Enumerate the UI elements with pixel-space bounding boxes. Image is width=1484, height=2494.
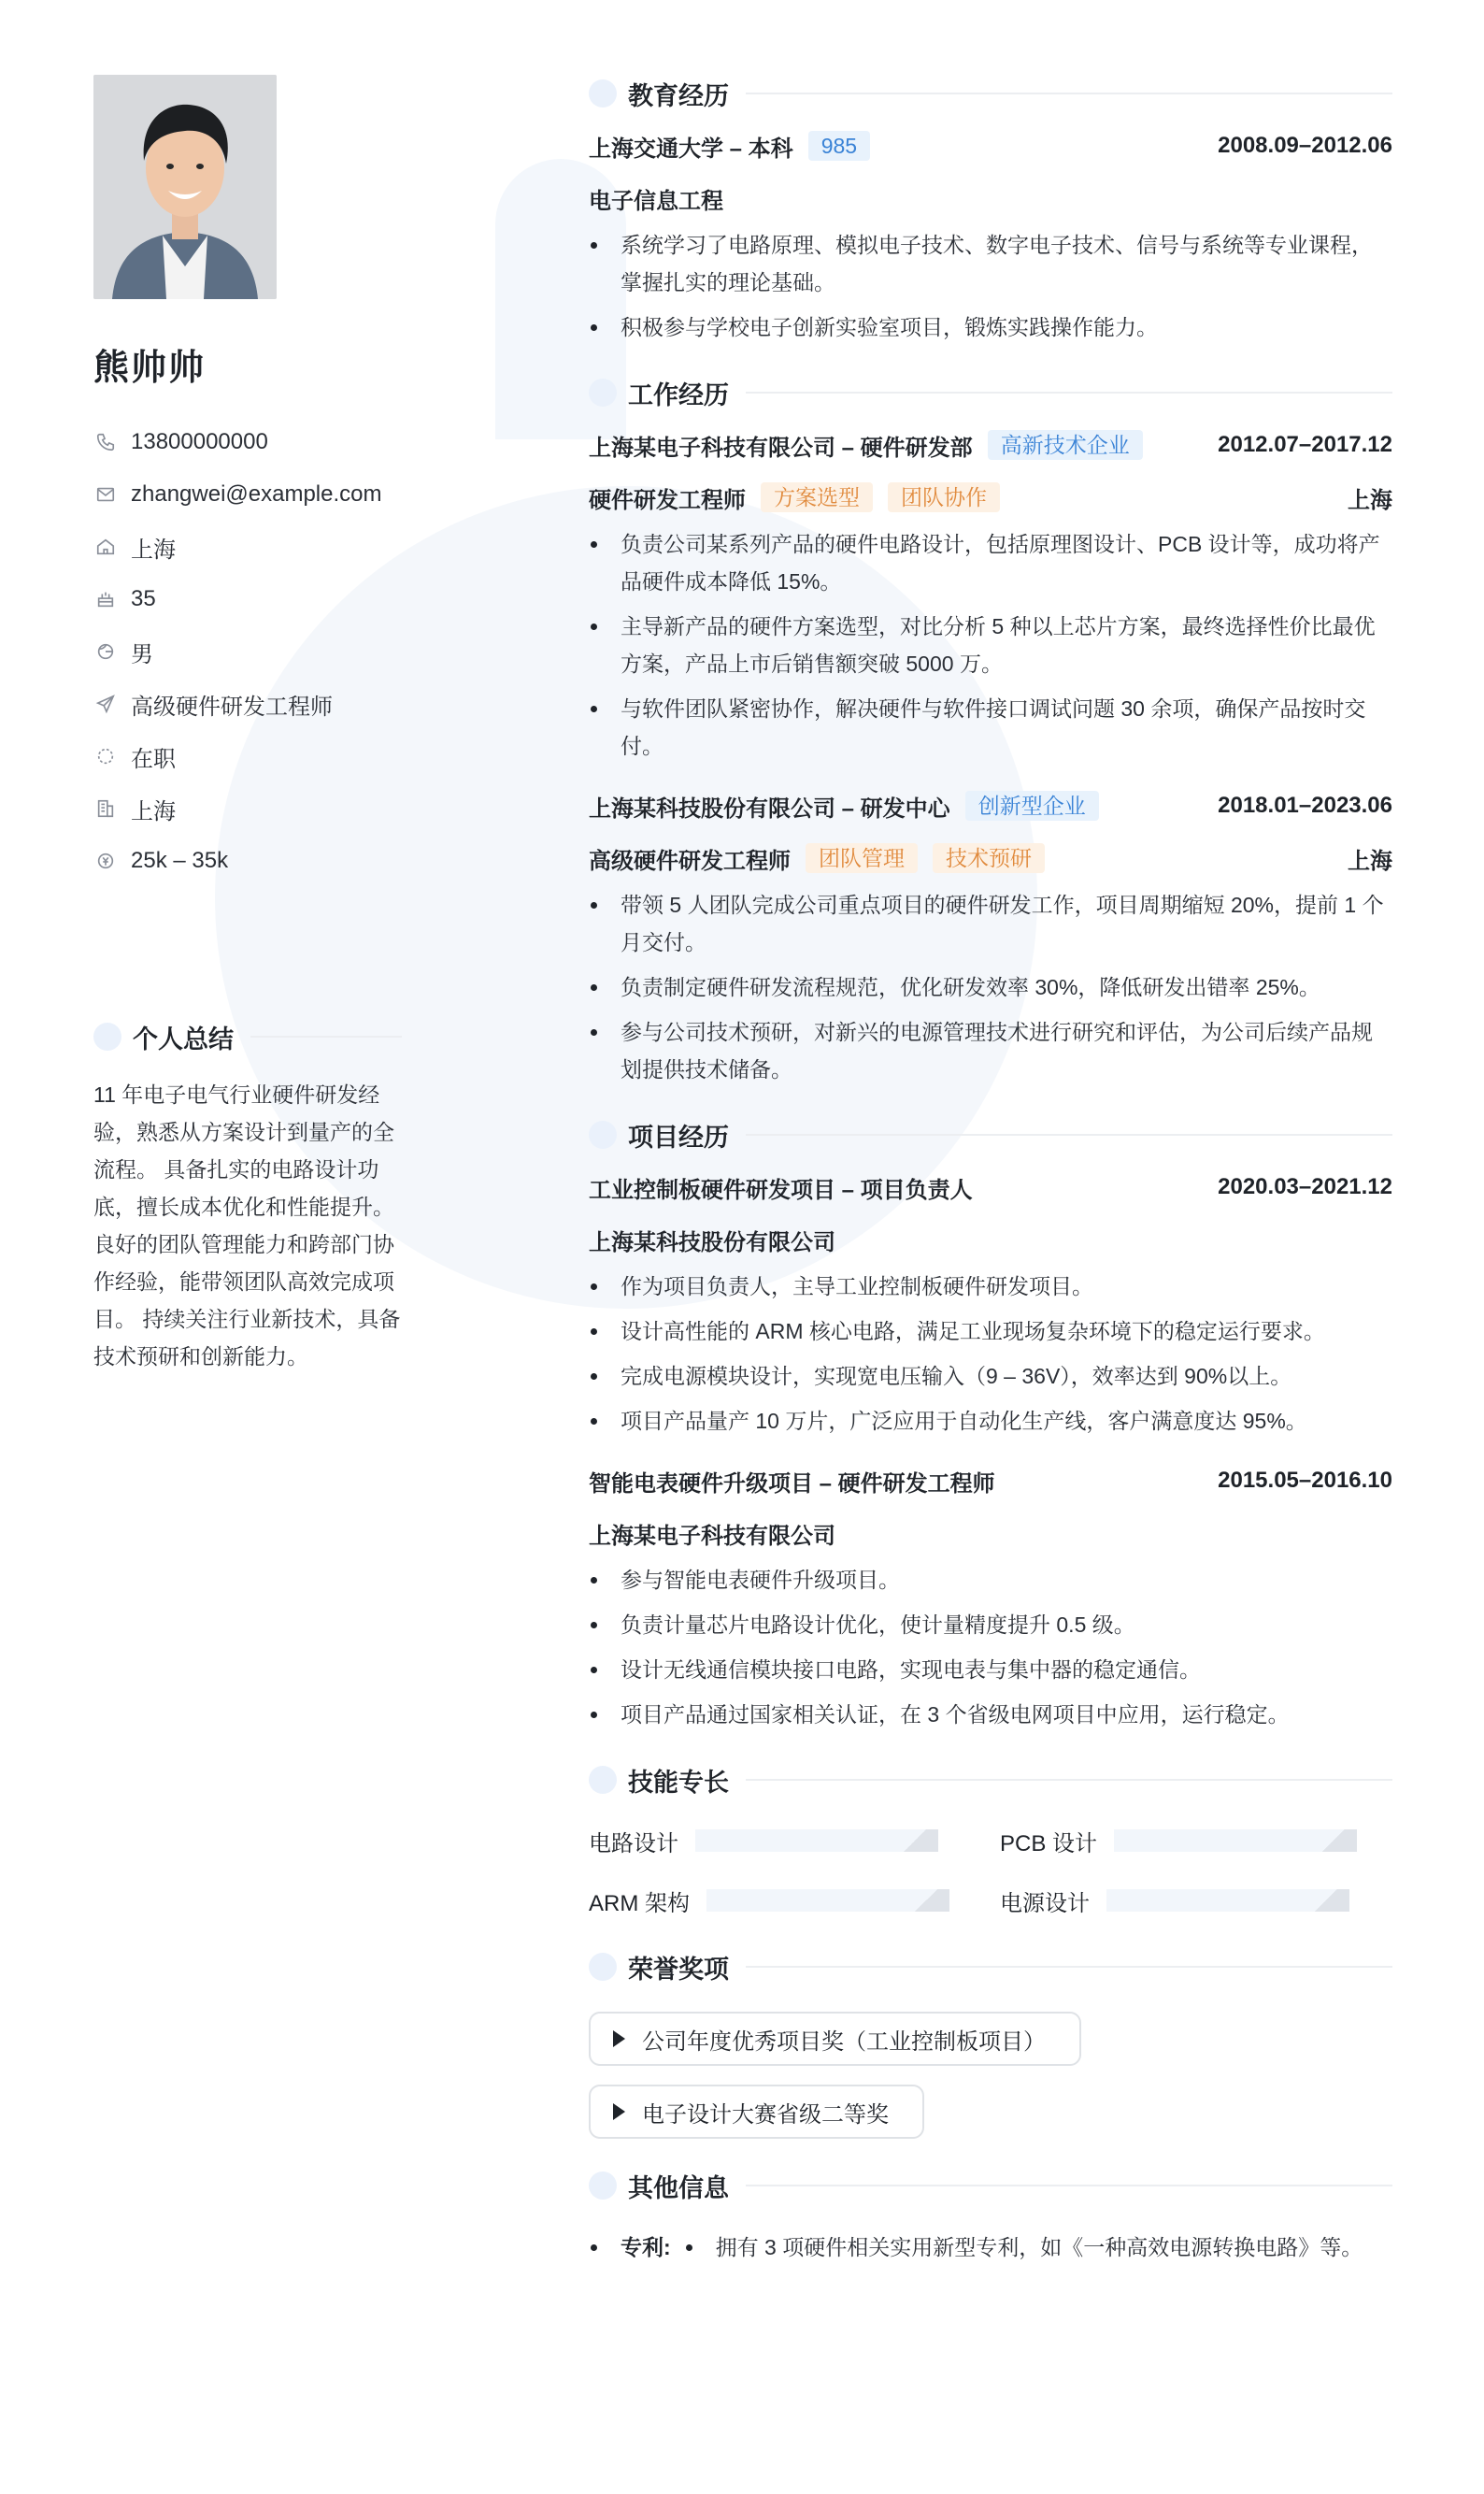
skill-level-bar bbox=[695, 1829, 938, 1852]
patent-text: 拥有 3 项硬件相关实用新型专利，如《一种高效电源转换电路》等。 bbox=[684, 2229, 1392, 2266]
award-item[interactable] bbox=[589, 2012, 1081, 2066]
section-dot-icon bbox=[589, 1953, 617, 1981]
project-company: 上海某电子科技有限公司 bbox=[589, 1523, 835, 1549]
project-bullets bbox=[589, 1268, 1392, 1440]
location-text: 上海 bbox=[131, 537, 176, 563]
send-icon bbox=[93, 692, 118, 716]
work-heading bbox=[589, 374, 1392, 411]
work-section bbox=[589, 374, 1392, 1088]
work-title: 工作经历 bbox=[628, 380, 729, 409]
avatar-illustration bbox=[93, 75, 277, 299]
section-divider bbox=[746, 1134, 1392, 1136]
contact-info bbox=[93, 416, 402, 887]
project-name: 智能电表硬件升级项目 – 硬件研发工程师 bbox=[589, 1470, 995, 1497]
list-item: 作为项目负责人，主导工业控制板硬件研发项目。 bbox=[589, 1268, 1392, 1305]
award-label: 公司年度优秀项目奖（工业控制板项目） bbox=[642, 2028, 1046, 2055]
section-divider bbox=[250, 1036, 402, 1038]
coin-icon bbox=[93, 849, 118, 873]
email-text: zhangwei@example.com bbox=[131, 481, 382, 507]
status-icon bbox=[93, 744, 118, 768]
project-entry bbox=[589, 1462, 1392, 1733]
section-dot-icon bbox=[93, 1023, 121, 1051]
skill-label: PCB 设计 bbox=[1000, 1830, 1098, 1856]
info-location bbox=[93, 521, 402, 573]
sidebar bbox=[93, 75, 402, 1375]
skill-label: ARM 架构 bbox=[589, 1890, 690, 1916]
major-row bbox=[589, 179, 1392, 217]
skill-tag: 方案选型 bbox=[761, 482, 873, 512]
job-role-row bbox=[589, 479, 1392, 516]
education-heading bbox=[589, 75, 1392, 112]
job-city: 上海 bbox=[1348, 848, 1392, 874]
info-gender bbox=[93, 625, 402, 678]
job-entry bbox=[589, 787, 1392, 1088]
info-salary bbox=[93, 835, 402, 887]
mail-icon bbox=[93, 482, 118, 507]
gender-icon bbox=[93, 639, 118, 664]
skills-grid bbox=[589, 1821, 1392, 1920]
skill-tag: 技术预研 bbox=[933, 843, 1045, 873]
profile-photo bbox=[93, 75, 277, 299]
play-triangle-icon bbox=[613, 2030, 625, 2047]
skills-section bbox=[589, 1761, 1392, 1920]
info-title bbox=[93, 678, 402, 730]
list-item: 负责公司某系列产品的硬件电路设计，包括原理图设计、PCB 设计等，成功将产品硬件成本降低 15%。 bbox=[589, 525, 1392, 600]
skill-label: 电源设计 bbox=[1000, 1890, 1090, 1916]
section-divider bbox=[746, 1779, 1392, 1781]
project-entry bbox=[589, 1168, 1392, 1440]
job-title-text: 高级硬件研发工程师 bbox=[131, 694, 333, 720]
other-section bbox=[589, 2167, 1392, 2266]
summary-section bbox=[93, 1018, 402, 1375]
list-item: 主导新产品的硬件方案选型，对比分析 5 种以上芯片方案，最终选择性价比最优方案，产品上市后销售额突破 5000 万。 bbox=[589, 608, 1392, 682]
phone-text: 13800000000 bbox=[131, 429, 268, 454]
job-bullets bbox=[589, 525, 1392, 765]
project-row bbox=[589, 1168, 1392, 1206]
skill-item bbox=[1000, 1881, 1392, 1920]
section-divider bbox=[746, 1966, 1392, 1968]
info-city bbox=[93, 782, 402, 835]
list-item: 设计高性能的 ARM 核心电路，满足工业现场复杂环境下的稳定运行要求。 bbox=[589, 1312, 1392, 1350]
list-item: 与软件团队紧密协作，解决硬件与软件接口调试问题 30 余项，确保产品按时交付。 bbox=[589, 690, 1392, 765]
projects-heading bbox=[589, 1116, 1392, 1154]
salary-text: 25k – 35k bbox=[131, 848, 229, 873]
list-item: 负责计量芯片电路设计优化，使计量精度提升 0.5 级。 bbox=[589, 1606, 1392, 1643]
job-city: 上海 bbox=[1348, 487, 1392, 513]
project-bullets bbox=[589, 1561, 1392, 1733]
award-label: 电子设计大赛省级二等奖 bbox=[642, 2101, 889, 2128]
section-divider bbox=[746, 2185, 1392, 2186]
section-divider bbox=[746, 93, 1392, 94]
summary-text: 11 年电子电气行业硬件研发经验，熟悉从方案设计到量产的全流程。 具备扎实的电路设计功底，擅长成本优化和性能提升。 良好的团队管理能力和跨部门协作经验，能带领团队高效完成项目。 持续关注行业新技术，具备技术预研和创新能力。 bbox=[93, 1082, 401, 1369]
list-item: 项目产品量产 10 万片，广泛应用于自动化生产线，客户满意度达 95%。 bbox=[589, 1402, 1392, 1440]
section-dot-icon bbox=[589, 379, 617, 407]
candidate-name: 熊帅帅 bbox=[93, 349, 207, 388]
skill-item bbox=[1000, 1821, 1392, 1860]
skill-item bbox=[589, 1881, 1000, 1920]
skills-title: 技能专长 bbox=[628, 1768, 729, 1797]
major-name: 电子信息工程 bbox=[589, 188, 723, 214]
awards-list bbox=[589, 1993, 1392, 2139]
company-tag: 高新技术企业 bbox=[988, 430, 1143, 460]
list-item: 负责制定硬件研发流程规范，优化研发效率 30%，降低研发出错率 25%。 bbox=[589, 968, 1392, 1006]
job-entry bbox=[589, 426, 1392, 765]
awards-section bbox=[589, 1948, 1392, 2139]
job-period: 2018.01–2023.06 bbox=[1218, 793, 1392, 818]
project-period: 2020.03–2021.12 bbox=[1218, 1174, 1392, 1199]
company-tag: 创新型企业 bbox=[965, 791, 1099, 821]
project-company-row bbox=[589, 1221, 1392, 1258]
project-company-row bbox=[589, 1514, 1392, 1552]
company-name: 上海某电子科技有限公司 – 硬件研发部 bbox=[589, 435, 973, 461]
job-role: 高级硬件研发工程师 bbox=[589, 848, 791, 874]
project-row bbox=[589, 1462, 1392, 1499]
list-item: 积极参与学校电子创新实验室项目，锻炼实践操作能力。 bbox=[589, 308, 1392, 346]
education-title: 教育经历 bbox=[628, 81, 729, 110]
awards-heading bbox=[589, 1948, 1392, 1985]
skill-level-bar bbox=[1106, 1889, 1349, 1912]
info-age bbox=[93, 573, 402, 625]
list-item: 系统学习了电路原理、模拟电子技术、数字电子技术、信号与系统等专业课程，掌握扎实的理论基础。 bbox=[589, 226, 1392, 301]
projects-title: 项目经历 bbox=[628, 1123, 729, 1152]
list-item: 带领 5 人团队完成公司重点项目的硬件研发工作，项目周期缩短 20%，提前 1 个月交付。 bbox=[589, 886, 1392, 961]
project-name: 工业控制板硬件研发项目 – 项目负责人 bbox=[589, 1177, 973, 1203]
section-dot-icon bbox=[589, 2172, 617, 2200]
info-status bbox=[93, 730, 402, 782]
city-text: 上海 bbox=[131, 798, 176, 824]
list-item: 设计无线通信模块接口电路，实现电表与集中器的稳定通信。 bbox=[589, 1651, 1392, 1688]
list-item: 参与公司技术预研，对新兴的电源管理技术进行研究和评估，为公司后续产品规划提供技术储备。 bbox=[589, 1013, 1392, 1088]
building-icon bbox=[93, 796, 118, 821]
project-period: 2015.05–2016.10 bbox=[1218, 1468, 1392, 1493]
education-entry bbox=[589, 127, 1392, 165]
section-dot-icon bbox=[589, 79, 617, 108]
job-role: 硬件研发工程师 bbox=[589, 487, 746, 513]
company-name: 上海某科技股份有限公司 – 研发中心 bbox=[589, 796, 950, 822]
age-text: 35 bbox=[131, 586, 156, 611]
section-dot-icon bbox=[589, 1766, 617, 1794]
projects-section bbox=[589, 1116, 1392, 1733]
job-bullets bbox=[589, 886, 1392, 1088]
phone-icon bbox=[93, 430, 118, 454]
list-item: 完成电源模块设计，实现宽电压输入（9 – 36V），效率达到 90%以上。 bbox=[589, 1357, 1392, 1395]
summary-title: 个人总结 bbox=[133, 1025, 234, 1054]
list-item: 参与智能电表硬件升级项目。 bbox=[589, 1561, 1392, 1598]
main-content bbox=[589, 75, 1392, 2294]
school-tag: 985 bbox=[808, 131, 870, 161]
education-period: 2008.09–2012.06 bbox=[1218, 133, 1392, 158]
cake-icon bbox=[93, 587, 118, 611]
info-phone bbox=[93, 416, 402, 468]
list-item: 项目产品通过国家相关认证，在 3 个省级电网项目中应用，运行稳定。 bbox=[589, 1696, 1392, 1733]
skill-item bbox=[589, 1821, 1000, 1860]
school-name: 上海交通大学 – 本科 bbox=[589, 136, 793, 162]
patent-row bbox=[589, 2229, 1392, 2266]
award-item[interactable] bbox=[589, 2085, 924, 2139]
other-title: 其他信息 bbox=[628, 2173, 729, 2202]
education-bullets bbox=[589, 226, 1392, 346]
patent-label: 专利: bbox=[589, 2229, 671, 2266]
section-dot-icon bbox=[589, 1121, 617, 1149]
section-divider bbox=[746, 392, 1392, 394]
skill-label: 电路设计 bbox=[589, 1830, 678, 1856]
skill-level-bar bbox=[706, 1889, 949, 1912]
summary-heading bbox=[93, 1018, 402, 1055]
gender-text: 男 bbox=[131, 641, 153, 667]
skill-tag: 团队管理 bbox=[806, 843, 918, 873]
job-role-row bbox=[589, 839, 1392, 877]
project-company: 上海某科技股份有限公司 bbox=[589, 1229, 835, 1255]
home-icon bbox=[93, 535, 118, 559]
education-section bbox=[589, 75, 1392, 346]
play-triangle-icon bbox=[613, 2103, 625, 2120]
info-email bbox=[93, 468, 402, 521]
skills-heading bbox=[589, 1761, 1392, 1799]
skill-tag: 团队协作 bbox=[888, 482, 1000, 512]
job-company-row bbox=[589, 787, 1392, 824]
job-company-row bbox=[589, 426, 1392, 464]
skill-level-bar bbox=[1114, 1829, 1357, 1852]
other-heading bbox=[589, 2167, 1392, 2204]
status-text: 在职 bbox=[131, 746, 176, 772]
awards-title: 荣誉奖项 bbox=[628, 1955, 729, 1984]
job-period: 2012.07–2017.12 bbox=[1218, 432, 1392, 457]
